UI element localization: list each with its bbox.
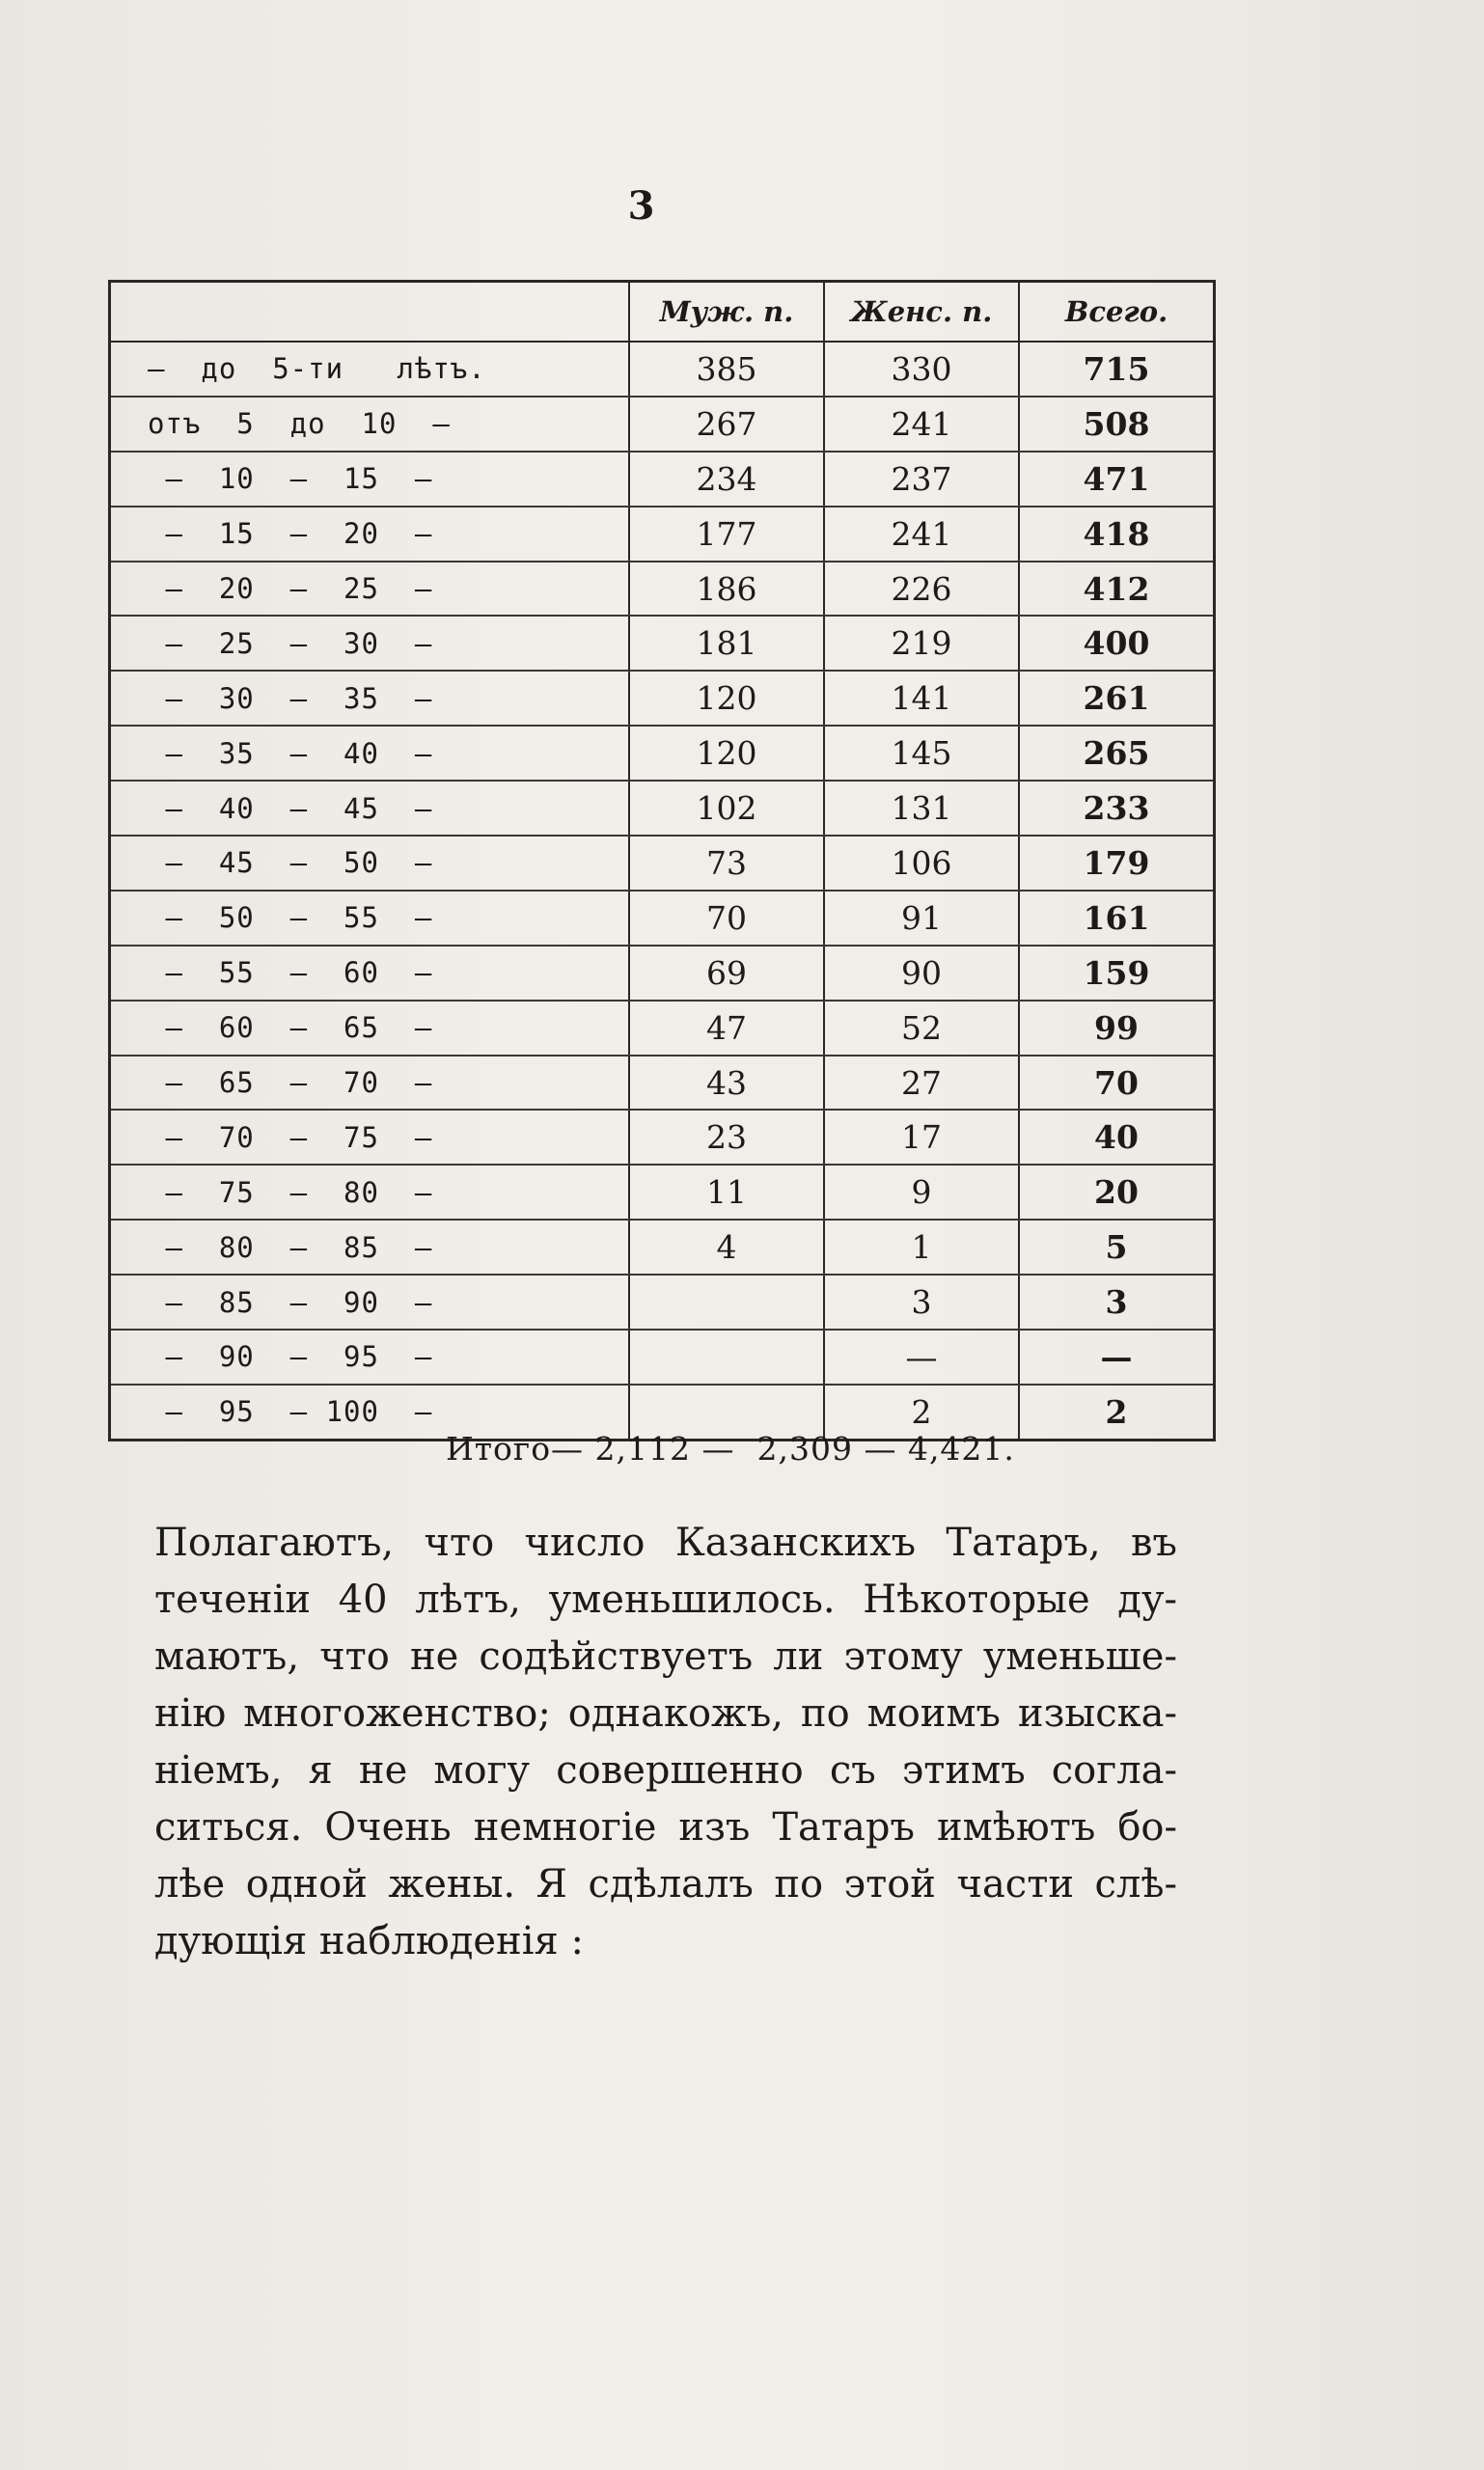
cell-total: 715 [1019, 342, 1215, 397]
cell-male: 177 [629, 507, 824, 562]
header-male: Муж. п. [629, 282, 824, 343]
cell-total: — [1019, 1330, 1215, 1385]
cell-female: 90 [824, 946, 1019, 1001]
cell-female: 145 [824, 726, 1019, 781]
cell-total: 3 [1019, 1275, 1215, 1330]
cell-total: 2 [1019, 1385, 1215, 1440]
cell-female: 9 [824, 1165, 1019, 1220]
cell-age: — 55 — 60 — [110, 946, 630, 1001]
cell-total: 40 [1019, 1110, 1215, 1165]
header-age [110, 282, 630, 343]
cell-female: 27 [824, 1056, 1019, 1111]
cell-female: 237 [824, 452, 1019, 507]
cell-age: — 75 — 80 — [110, 1165, 630, 1220]
cell-age: — 35 — 40 — [110, 726, 630, 781]
cell-age: — 85 — 90 — [110, 1275, 630, 1330]
cell-age: отъ 5 до 10 — [110, 397, 630, 452]
cell-male [629, 1330, 824, 1385]
paragraph-line: теченiи 40 лѣтъ, уменьшилось. Нѣкоторые ду- [154, 1578, 1177, 1622]
cell-age: — 25 — 30 — [110, 616, 630, 671]
paragraph-line: Полагаютъ, что число Казанскихъ Татаръ, въ [154, 1521, 1177, 1565]
cell-total: 233 [1019, 781, 1215, 836]
cell-female: 241 [824, 397, 1019, 452]
cell-male: 69 [629, 946, 824, 1001]
cell-male: 181 [629, 616, 824, 671]
cell-male: 47 [629, 1001, 824, 1056]
cell-age: — 90 — 95 — [110, 1330, 630, 1385]
cell-total: 412 [1019, 562, 1215, 617]
cell-total: 99 [1019, 1001, 1215, 1056]
cell-age: — 65 — 70 — [110, 1056, 630, 1111]
paragraph-line: маютъ, что не содѣйствуетъ ли этому уменьше- [154, 1634, 1177, 1679]
table-row [110, 726, 1215, 781]
paragraph-line: нiемъ, я не могу совершенно съ этимъ согла- [154, 1748, 1177, 1793]
cell-male: 4 [629, 1220, 824, 1275]
cell-total: 261 [1019, 671, 1215, 726]
cell-female: 3 [824, 1275, 1019, 1330]
cell-female: 91 [824, 891, 1019, 946]
cell-male: 234 [629, 452, 824, 507]
cell-female: 1 [824, 1220, 1019, 1275]
table-row [110, 781, 1215, 836]
cell-female: — [824, 1330, 1019, 1385]
cell-age: — 60 — 65 — [110, 1001, 630, 1056]
table-row [110, 452, 1215, 507]
cell-age: — 95 — 100 — [110, 1385, 630, 1440]
cell-age: — 70 — 75 — [110, 1110, 630, 1165]
cell-total: 159 [1019, 946, 1215, 1001]
cell-female: 226 [824, 562, 1019, 617]
cell-total: 471 [1019, 452, 1215, 507]
cell-male: 43 [629, 1056, 824, 1111]
table-row [110, 836, 1215, 891]
cell-male: 70 [629, 891, 824, 946]
cell-male: 267 [629, 397, 824, 452]
cell-female: 141 [824, 671, 1019, 726]
paragraph-line: ситься. Очень немногiе изъ Татаръ имѣютъ бо- [154, 1805, 1177, 1850]
cell-total: 20 [1019, 1165, 1215, 1220]
cell-female: 52 [824, 1001, 1019, 1056]
cell-total: 265 [1019, 726, 1215, 781]
cell-female: 17 [824, 1110, 1019, 1165]
cell-age: — 45 — 50 — [110, 836, 630, 891]
table-row [110, 1275, 1215, 1330]
table-row [110, 397, 1215, 452]
cell-age: — 10 — 15 — [110, 452, 630, 507]
age-table [108, 280, 1216, 1441]
body-paragraph [154, 1515, 1177, 1970]
cell-male: 73 [629, 836, 824, 891]
cell-total: 508 [1019, 397, 1215, 452]
cell-total: 5 [1019, 1220, 1215, 1275]
cell-age: — 30 — 35 — [110, 671, 630, 726]
cell-age: — 80 — 85 — [110, 1220, 630, 1275]
cell-female: 241 [824, 507, 1019, 562]
cell-total: 400 [1019, 616, 1215, 671]
cell-female: 2 [824, 1385, 1019, 1440]
cell-age: — 15 — 20 — [110, 507, 630, 562]
cell-age: — 50 — 55 — [110, 891, 630, 946]
cell-female: 106 [824, 836, 1019, 891]
cell-male: 102 [629, 781, 824, 836]
cell-total: 161 [1019, 891, 1215, 946]
cell-female: 330 [824, 342, 1019, 397]
cell-male: 11 [629, 1165, 824, 1220]
page-number: 3 [627, 183, 656, 229]
cell-age: — до 5-ти лѣтъ. [110, 342, 630, 397]
table-row [110, 891, 1215, 946]
cell-female: 219 [824, 616, 1019, 671]
cell-total: 179 [1019, 836, 1215, 891]
cell-male [629, 1275, 824, 1330]
table-row [110, 1220, 1215, 1275]
total-line: Итого— 2,112 — 2,309 — 4,421. [446, 1430, 1015, 1468]
cell-total: 418 [1019, 507, 1215, 562]
table-header-row [110, 282, 1215, 343]
cell-female: 131 [824, 781, 1019, 836]
cell-male: 120 [629, 671, 824, 726]
table-row [110, 616, 1215, 671]
table-row [110, 1056, 1215, 1111]
age-table-container [108, 280, 1168, 1441]
cell-male: 186 [629, 562, 824, 617]
table-row [110, 507, 1215, 562]
table-row [110, 946, 1215, 1001]
cell-male: 23 [629, 1110, 824, 1165]
cell-male: 120 [629, 726, 824, 781]
table-row [110, 671, 1215, 726]
table-row [110, 1110, 1215, 1165]
table-row [110, 1330, 1215, 1385]
header-total: Всего. [1019, 282, 1215, 343]
cell-male: 385 [629, 342, 824, 397]
paragraph-line: нiю многоженство; однакожъ, по моимъ изыска- [154, 1691, 1177, 1736]
paragraph-line: дующiя наблюденiя : [154, 1919, 584, 1963]
cell-total: 70 [1019, 1056, 1215, 1111]
cell-age: — 20 — 25 — [110, 562, 630, 617]
table-row [110, 562, 1215, 617]
paragraph-line: лѣе одной жены. Я сдѣлалъ по этой части слѣ- [154, 1862, 1177, 1907]
table-row [110, 342, 1215, 397]
table-row [110, 1001, 1215, 1056]
cell-age: — 40 — 45 — [110, 781, 630, 836]
header-female: Женс. п. [824, 282, 1019, 343]
table-row [110, 1165, 1215, 1220]
